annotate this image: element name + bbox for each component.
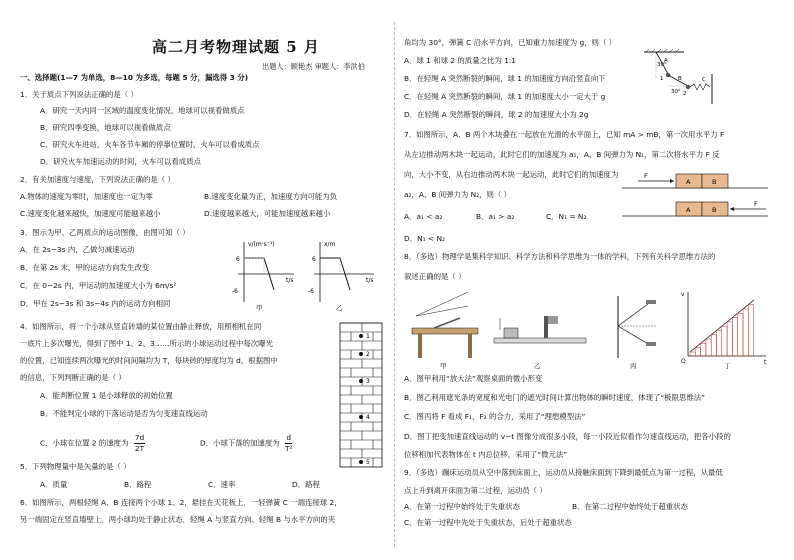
jia-xlabel: t/s xyxy=(286,277,294,284)
jia-label: 甲 xyxy=(256,304,263,312)
question-6-line-3: 角均为 30°，弹簧 C 沿水平方向，已知重力加速度为 g，则（ ） xyxy=(404,38,617,47)
yi-y-neg-tick: -6 xyxy=(308,288,314,295)
question-8-line-2: 叙述正确的是（ ） xyxy=(404,272,466,281)
fig6-ball-2: 2 xyxy=(683,91,687,97)
question-8-line-1: 8．（多选）物理学是集科学知识、科学方法和科学思维为一体的学科，下列有关科学思维方法的 xyxy=(404,252,716,261)
q8-option-a: A．图甲利用“放大法”观察桌面的微小形变 xyxy=(404,374,543,383)
q2-option-a: A.物体的速度为零时，加速度也一定为零 xyxy=(20,192,153,201)
question-4-line-1: 4．如图所示，将一个小球从竖直砖墙的某位置由静止释放，用照相机在同 xyxy=(20,322,262,331)
page-title: 高二月考物理试题 5 月 xyxy=(152,38,320,56)
graph-jia xyxy=(232,241,294,312)
ding-bar xyxy=(743,309,748,356)
q7-option-c: C．N₁ = N₂ xyxy=(546,212,587,221)
q4d-denominator: T² xyxy=(284,443,293,453)
brick-wall-drawing xyxy=(339,322,383,468)
fig8-ding-o: O xyxy=(681,358,686,365)
q5-option-d: D．路程 xyxy=(292,480,320,489)
q3-option-d: D．甲在 2s−3s 和 3s−4s 内的运动方向相同 xyxy=(20,299,171,308)
q1-option-a: A．研究一天内同一区域的温度变化情况，地球可以视看做质点 xyxy=(40,106,245,115)
q2-option-d: D.速度越来越大，可能加速度越来越小 xyxy=(204,209,331,218)
q3-figure xyxy=(222,236,380,312)
fig7-bottom xyxy=(622,200,768,216)
fig8-ding xyxy=(681,291,767,370)
question-4-line-2: 一底片上多次曝光，得到了图中 1、2、3……所示的小球运动过程中每次曝光 xyxy=(20,339,273,348)
question-7-line-1: 7．如图所示，A、B 两个木块叠在一起放在光滑的水平面上，已知 mA > mB，第一次用水平力 F xyxy=(404,130,725,139)
ding-bar xyxy=(706,339,711,356)
brick-wall-figure xyxy=(339,322,383,468)
q8-option-d-line-2: 位移相加代表物体在 t 内总位移，采用了“微元法” xyxy=(404,450,568,459)
fig6-ball-1: 1 xyxy=(660,76,664,82)
fig8-yi xyxy=(494,316,586,370)
q2-option-b: B.速度变化量为正，加速度方向可能为负 xyxy=(204,192,338,201)
q7-option-d: D．N₁ < N₂ xyxy=(404,234,445,243)
q3-option-b: B．在第 2s 末，甲的运动方向发生改变 xyxy=(20,263,150,272)
question-9-line-2: 点上升到离开床面为第二过程，运动员（ ） xyxy=(404,486,547,495)
q2-option-c: C.速度变化越来越快，加速度可能越来越小 xyxy=(20,209,161,218)
q4c-numerator: 7d xyxy=(134,433,145,442)
q9-option-b: B．在第二过程中始终处于超重状态 xyxy=(572,502,688,511)
q8-option-d-line-1: D．图丁把变加速直线运动的 v−t 图像分成很多小段，每一小段近似看作匀速直线运动，把各小段的 xyxy=(404,432,731,441)
yi-xlabel: t/s xyxy=(366,277,374,284)
ball-position-label-2: 2 xyxy=(366,351,370,358)
q7-option-b: B．a₁ > a₂ xyxy=(476,212,515,221)
fig7-bottom-block-b: B xyxy=(712,206,717,214)
q1-option-d: D．研究火车加速运动的时间，火车可以看成质点 xyxy=(40,157,201,166)
fig6-rope-b: B xyxy=(678,76,682,82)
ball-position-label-1: 1 xyxy=(366,333,370,340)
fig7-bottom-block-a: A xyxy=(686,206,691,214)
question-2: 2．有关加速度与速度，下列说法正确的是（ ） xyxy=(20,175,175,184)
q5-option-a: A．质量 xyxy=(40,480,68,489)
fig8-ding-v: v xyxy=(681,291,685,298)
question-9-line-1: 9．（多选）蹦床运动员从空中落到床面上，运动员从接触床面到下降到最低点为第一过程，从最低 xyxy=(404,468,723,477)
section-heading: 一、选择题(1—7 为单选，8—10 为多选，每题 5 分，漏选得 3 分) xyxy=(20,73,249,82)
q6-option-c: C．在轻绳 A 突然断裂的瞬间，球 1 的加速度大小一定大于 g xyxy=(404,92,606,101)
fig6-angle-2: 30° xyxy=(671,89,681,95)
question-3: 3．图示为甲、乙两质点的运动图像，由图可知（ ） xyxy=(20,228,190,237)
fig7-top-force: F xyxy=(644,172,648,180)
question-4-line-3: 的位置，已知连续两次曝光的时间间隔均为 T，每块砖的厚度均为 d，根据图中 xyxy=(20,356,278,365)
q4c-denominator: 2T xyxy=(134,443,145,453)
yi-label: 乙 xyxy=(336,304,343,312)
q1-option-b: B．研究四季变换，地球可以视看做质点 xyxy=(40,123,171,132)
column-divider xyxy=(394,22,395,547)
fig6-rope-a: A xyxy=(664,58,668,64)
ball-position-label-5: 5 xyxy=(366,459,370,466)
q4d-fraction xyxy=(285,433,292,454)
q6-option-a: A．球 1 和球 2 的质量之比为 1:1 xyxy=(404,56,517,65)
fig8-jia-label: 甲 xyxy=(440,362,447,370)
jia-y-neg-tick: -6 xyxy=(232,288,238,295)
q8-figures xyxy=(404,286,782,370)
ball-position-4 xyxy=(359,415,363,419)
q5-option-b: B．路程 xyxy=(124,480,152,489)
q4c-fraction xyxy=(134,433,145,454)
q4-option-c xyxy=(40,433,145,454)
graph-yi xyxy=(308,241,374,312)
fig7-top-block-b: B xyxy=(712,178,717,186)
ding-bar xyxy=(690,352,695,356)
ding-bar xyxy=(711,335,716,356)
q6-option-d: D．在轻绳 A 突然断裂的瞬间，球 2 的加速度大小为 2g xyxy=(404,110,589,119)
question-1: 1．关于质点下列说法正确的是（ ） xyxy=(20,90,138,99)
question-6-line-2: 另一端固定在竖直墙壁上．两小球均处于静止状态．轻绳 A 与竖直方向、轻绳 B 与水平方向的夹 xyxy=(20,515,336,524)
q9-option-a: A．在第一过程中始终处于失重状态 xyxy=(404,502,520,511)
fig8-jia xyxy=(412,292,478,370)
question-5: 5．下列物理量中是矢量的是（ ） xyxy=(20,462,131,471)
question-7-line-2: 从左边推动两木块一起运动，此时它们的加速度为 a₁，A、B 间弹力为 N₁，第二次将水平力 F 反 xyxy=(404,150,720,159)
yi-ylabel: x/m xyxy=(324,241,336,248)
fig8-bing-label: 丙 xyxy=(630,362,637,370)
q6-option-b: B．在轻绳 A 突然断裂的瞬间，球 1 的加速度方向沿竖直向下 xyxy=(404,74,606,83)
question-6-line-1: 6．如图所示，两根轻绳 A、B 连接两个小球 1、2，悬挂在天花板上．一轻弹簧 C 一端连接球 2， xyxy=(20,498,342,507)
q4d-numerator: d xyxy=(286,433,292,442)
q3-option-c: C．在 0−2s 内，甲运动的加速度大小为 6m/s² xyxy=(20,281,177,290)
q6-figure xyxy=(640,48,718,110)
fig7-top xyxy=(622,172,768,188)
ball-position-2 xyxy=(359,352,363,356)
yi-y-tick: 6 xyxy=(312,256,316,263)
q3-option-a: A．在 2s−3s 内，乙做匀减速运动 xyxy=(20,245,135,254)
q4-option-d xyxy=(200,433,292,454)
ding-bar xyxy=(748,305,753,356)
q4-option-d-text: D．小球下落的加速度为 xyxy=(200,438,280,448)
q8-option-c: C．图丙将 F 看成 F₁、F₂ 的合力，采用了“理想模型法” xyxy=(404,412,586,421)
fig8-ding-label: 丁 xyxy=(724,362,731,370)
ball-position-3 xyxy=(359,379,363,383)
ball-position-label-3: 3 xyxy=(366,378,370,385)
fig8-ding-t: t xyxy=(764,359,767,366)
ding-bar xyxy=(701,343,706,356)
q5-option-c: C．速率 xyxy=(208,480,236,489)
ding-bar xyxy=(738,313,743,356)
ball-position-5 xyxy=(359,460,363,464)
jia-y-tick: 6 xyxy=(236,256,240,263)
q7-figure xyxy=(618,166,778,224)
question-7-line-3: 向，大小不变，从右边推动两木块一起运动，此时它们的加速度为 xyxy=(404,170,619,179)
fig6-spring-c: C xyxy=(702,77,706,83)
question-7-line-4: a₂，A、B 间弹力为 N₂，则（ ） xyxy=(404,190,512,199)
ding-bar xyxy=(727,322,732,356)
question-4-line-4: 的信息，下列判断正确的是（ ） xyxy=(20,373,126,382)
ding-bar xyxy=(722,326,727,356)
ding-bar xyxy=(717,330,722,356)
fig7-bottom-force: F xyxy=(754,200,758,208)
q4-option-b: B．不能判定小球的下落运动是否为匀变速直线运动 xyxy=(40,409,208,418)
author-line: 出题人：顾艳杰 审题人：李洪伯 xyxy=(262,62,365,71)
fig7-top-block-a: A xyxy=(686,178,691,186)
q1-option-c: C．研究火车进站，火车各节车厢的停靠位置时，火车可以看成质点 xyxy=(40,140,260,149)
q9-option-c: C．在第一过程中先处于失重状态，后处于超重状态 xyxy=(404,518,572,527)
fig8-bing xyxy=(618,296,656,370)
fig8-yi-label: 乙 xyxy=(534,362,541,370)
ding-bar xyxy=(695,348,700,356)
jia-ylabel: v/(m·s⁻¹) xyxy=(248,241,275,248)
q7-option-a: A．a₁ < a₂ xyxy=(404,212,443,221)
q8-option-b: B．图乙利用遮光条的宽度和光电门的遮光时间计算出物体的瞬时速度，体现了“极限思维法” xyxy=(404,393,705,402)
q4-option-a: A．能判断位置 1 是小球释放的初始位置 xyxy=(40,391,173,400)
ball-position-label-4: 4 xyxy=(366,414,370,421)
fig6-angle-1: 30° xyxy=(657,62,667,68)
ball-position-1 xyxy=(359,334,363,338)
ding-bar xyxy=(732,318,737,356)
q4-option-c-text: C．小球在位置 2 的速度为 xyxy=(40,438,129,448)
